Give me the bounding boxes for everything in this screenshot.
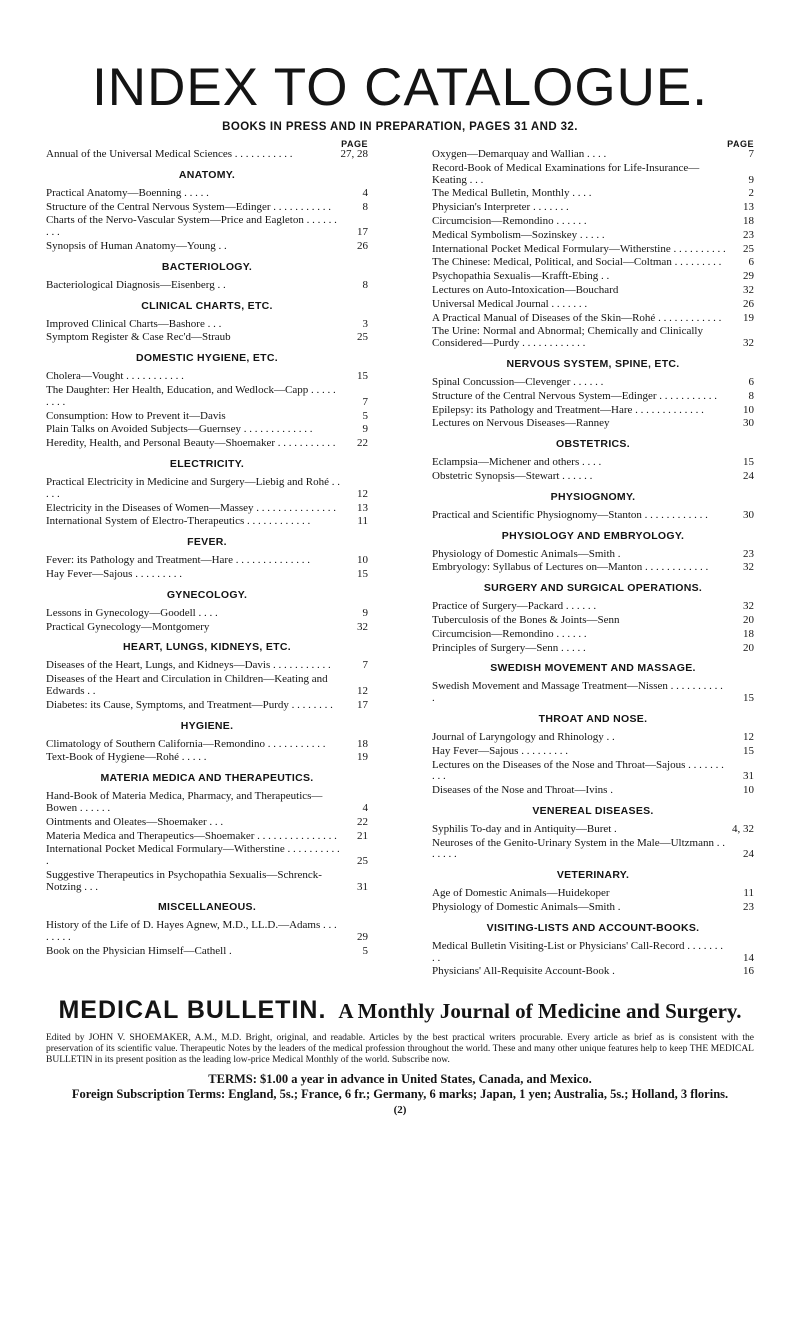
entry-title: Lectures on Nervous Diseases—Ranney (432, 417, 610, 430)
entry-title: Universal Medical Journal . . . . . . . (432, 297, 588, 310)
entry-page-number: 4 (362, 801, 368, 814)
entry-page-number: 9 (362, 423, 368, 436)
entry-title: Spinal Concussion—Clevenger . . . . . . (432, 375, 604, 388)
entry-page-number: 17 (357, 226, 368, 239)
index-entry (46, 332, 368, 344)
section-title: VENEREAL DISEASES. (532, 804, 654, 817)
entry-page-number: 32 (743, 600, 754, 613)
index-entry (46, 516, 368, 528)
entry-page-number: 7 (748, 148, 754, 160)
entry-page-number: 24 (743, 469, 754, 482)
index-entry (46, 477, 368, 501)
entry-page-number: 2 (748, 187, 754, 200)
entry-page-number: 20 (743, 613, 754, 626)
entry-title: The Urine: Normal and Abnormal; Chemically and Clinically Considered—Purdy . . . . . . . . . . . . (432, 325, 703, 350)
entry-page-number: 18 (743, 627, 754, 640)
index-entry (46, 870, 368, 894)
entry-title: Physiology of Domestic Animals—Smith . (432, 901, 621, 914)
bulletin-description: Edited by JOHN V. SHOEMAKER, A.M., M.D. Bright, original, and readable. Articles by the best practical writers procurable. Every article as brief as is consistent with the preservation of its scientific value. Therapeutic Notes by the leaders of the medical profession throughout the world. These and many other unique features help to keep THE MEDICAL BULLETIN in its present position as the leading low-price Medical Monthly of the world. Subscribe now. (46, 1033, 754, 1066)
entry-page-number: 12 (743, 730, 754, 743)
entry-title: Obstetric Synopsis—Stewart . . . . . . (432, 469, 593, 482)
section-title: ELECTRICITY. (169, 457, 245, 470)
index-entry (46, 188, 368, 200)
section-title: VISITING-LISTS AND ACCOUNT-BOOKS. (486, 921, 700, 934)
entry-title: Diabetes: its Cause, Symptoms, and Treatment—Purdy . . . . . . . . (46, 698, 333, 711)
index-entry (432, 643, 754, 655)
entry-title: Plain Talks on Avoided Subjects—Guernsey . . . . . . . . . . . . . (46, 423, 313, 436)
index-entry (46, 700, 368, 712)
entry-page-number: 12 (357, 487, 368, 500)
entry-page-number: 26 (357, 239, 368, 252)
entry-page-number: 21 (357, 829, 368, 842)
index-entry (432, 760, 754, 784)
entry-page-number: 3 (362, 317, 368, 330)
entry-page-number: 31 (357, 880, 368, 893)
section-title: SWEDISH MOVEMENT AND MASSAGE. (490, 662, 696, 675)
index-entry (432, 230, 754, 242)
entry-title: Lessons in Gynecology—Goodell . . . . (46, 606, 218, 619)
subscription-terms: TERMS: $1.00 a year in advance in United States, Canada, and Mexico. (208, 1072, 592, 1087)
section-title: PHYSIOGNOMY. (550, 490, 636, 503)
index-entry (432, 732, 754, 744)
entry-page-number: 12 (357, 684, 368, 697)
index-entry (432, 471, 754, 483)
page-column-header: PAGE (727, 139, 754, 149)
entry-title: Synopsis of Human Anatomy—Young . . (46, 239, 227, 252)
entry-title: International Pocket Medical Formulary—Witherstine . . . . . . . . . . . (46, 843, 340, 868)
left-column (46, 139, 368, 980)
entry-page-number: 25 (357, 331, 368, 344)
entry-title: Physician's Interpreter . . . . . . . (432, 201, 569, 214)
entry-title: Hay Fever—Sajous . . . . . . . . . (46, 567, 182, 580)
entry-title: Lectures on the Diseases of the Nose and Throat—Sajous . . . . . . . . . . (432, 758, 724, 783)
entry-page-number: 5 (362, 409, 368, 422)
entry-title: Practical Electricity in Medicine and Surgery—Liebig and Rohé . . . . . (46, 475, 340, 500)
bulletin-tagline: A Monthly Journal of Medicine and Surgery. (338, 999, 742, 1024)
bulletin-advertisement (46, 996, 754, 1116)
entry-title: Psychopathia Sexualis—Krafft-Ebing . . (432, 270, 610, 283)
index-entry (46, 946, 368, 958)
entry-title: Hand-Book of Materia Medica, Pharmacy, and Therapeutics—Bowen . . . . . . (46, 790, 323, 814)
entry-title: Structure of the Central Nervous System—Edinger . . . . . . . . . . . (432, 389, 718, 402)
entry-page-number: 32 (357, 620, 368, 633)
bulletin-name: MEDICAL BULLETIN. (58, 996, 327, 1025)
entry-title: Bacteriological Diagnosis—Eisenberg . . (46, 278, 226, 291)
index-entry (432, 257, 754, 269)
index-entry (46, 752, 368, 764)
entry-page-number: 29 (743, 270, 754, 283)
entry-page-number: 24 (743, 848, 754, 861)
index-entry (46, 660, 368, 672)
entry-title: Physiology of Domestic Animals—Smith . (432, 547, 621, 560)
entry-page-number: 23 (743, 547, 754, 560)
entry-page-number: 26 (743, 297, 754, 310)
entry-page-number: 7 (362, 395, 368, 408)
entry-page-number: 13 (743, 201, 754, 214)
entry-page-number: 18 (357, 737, 368, 750)
entry-page-number: 13 (357, 501, 368, 514)
entry-title: Neuroses of the Genito-Urinary System in the Male—Ultzmann . . . . . . . (432, 836, 725, 861)
entry-title: Symptom Register & Case Rec'd—Straub (46, 331, 231, 344)
entry-page-number: 14 (743, 951, 754, 964)
index-entry (432, 510, 754, 522)
entry-page-number: 18 (743, 214, 754, 227)
index-entry (46, 569, 368, 581)
entry-page-number: 10 (743, 784, 754, 797)
section-title: DOMESTIC HYGIENE, ETC. (136, 352, 278, 365)
index-entry (432, 163, 754, 187)
entry-title: Practical Anatomy—Boenning . . . . . (46, 186, 209, 199)
index-entry (432, 405, 754, 417)
entry-page-number: 15 (743, 456, 754, 469)
section-title: MATERIA MEDICA AND THERAPEUTICS. (100, 772, 314, 785)
section-title: GYNECOLOGY. (166, 588, 248, 601)
entry-title: Suggestive Therapeutics in Psychopathia Sexualis—Schrenck-Notzing . . . (46, 868, 322, 893)
entry-page-number: 9 (748, 173, 754, 186)
entry-page-number: 15 (357, 567, 368, 580)
entry-page-number: 32 (743, 283, 754, 296)
entry-title: Circumcision—Remondino . . . . . . (432, 214, 587, 227)
index-entry (46, 817, 368, 829)
index-entry (432, 824, 754, 836)
section-title: NERVOUS SYSTEM, SPINE, ETC. (506, 357, 680, 370)
entry-title: Medical Bulletin Visiting-List or Physicians' Call-Record . . . . . . . . . (432, 939, 724, 964)
entry-page-number: 6 (748, 256, 754, 269)
index-columns (46, 139, 754, 980)
entry-page-number: 22 (357, 815, 368, 828)
entry-title: Tuberculosis of the Bones & Joints—Senn (432, 613, 620, 626)
entry-title: Practice of Surgery—Packard . . . . . . (432, 600, 597, 613)
entry-page-number: 15 (743, 692, 754, 705)
entry-page-number: 25 (743, 242, 754, 255)
index-entry (432, 188, 754, 200)
entry-title: Structure of the Central Nervous System—Edinger . . . . . . . . . . . (46, 200, 332, 213)
entry-title: International System of Electro-Therapeutics . . . . . . . . . . . . (46, 515, 311, 528)
entry-title: Physicians' All-Requisite Account-Book . (432, 965, 615, 978)
index-entry (432, 941, 754, 965)
entry-page-number: 4 (362, 186, 368, 199)
section-title: FEVER. (187, 536, 227, 549)
index-entry (432, 838, 754, 862)
entry-page-number: 32 (743, 561, 754, 574)
index-entry (432, 313, 754, 325)
entry-title: Fever: its Pathology and Treatment—Hare . . . . . . . . . . . . . . (46, 554, 310, 567)
index-entry (46, 385, 368, 409)
entry-page-number: 10 (743, 403, 754, 416)
right-column (432, 139, 754, 980)
index-entry (46, 411, 368, 423)
entry-page-number: 15 (743, 744, 754, 757)
section-title: BACTERIOLOGY. (161, 260, 253, 273)
entry-page-number: 32 (743, 337, 754, 350)
index-entry (46, 149, 368, 161)
index-entry (432, 271, 754, 283)
entry-page-number: 8 (362, 200, 368, 213)
index-entry (46, 608, 368, 620)
entry-page-number: 8 (362, 278, 368, 291)
index-entry (46, 215, 368, 239)
entry-title: Syphilis To-day and in Antiquity—Buret . (432, 822, 617, 835)
index-entry (432, 966, 754, 978)
entry-title: Practical Gynecology—Montgomery (46, 620, 210, 633)
entry-page-number: 25 (357, 855, 368, 868)
index-entry (432, 326, 754, 350)
entry-page-number: 7 (362, 659, 368, 672)
entry-title: Improved Clinical Charts—Bashore . . . (46, 317, 222, 330)
entry-title: Hay Fever—Sajous . . . . . . . . . (432, 744, 568, 757)
foreign-subscription-terms: Foreign Subscription Terms: England, 5s.; France, 6 fr.; Germany, 6 marks; Japan, 1 yen; Australia, 5s.; Holland, 3 florins. (71, 1087, 729, 1102)
entry-title: Annual of the Universal Medical Sciences . . . . . . . . . . . (46, 148, 293, 160)
entry-title: The Daughter: Her Health, Education, and Wedlock—Capp . . . . . . . . . (46, 383, 336, 408)
entry-page-number: 9 (362, 606, 368, 619)
entry-page-number: 23 (743, 901, 754, 914)
section-title: OBSTETRICS. (556, 438, 630, 451)
entry-page-number: 29 (357, 931, 368, 944)
entry-title: Epilepsy: its Pathology and Treatment—Hare . . . . . . . . . . . . . (432, 403, 704, 416)
entry-title: Diseases of the Heart and Circulation in Children—Keating and Edwards . . (46, 673, 328, 697)
index-entry (46, 438, 368, 450)
section-title: MISCELLANEOUS. (157, 901, 257, 914)
entry-title: Diseases of the Nose and Throat—Ivins . (432, 784, 613, 797)
page-number: (2) (393, 1104, 407, 1117)
index-entry (46, 739, 368, 751)
entry-title: Record-Book of Medical Examinations for Life-Insurance—Keating . . . (432, 161, 700, 186)
entry-page-number: 15 (357, 370, 368, 383)
index-entry (432, 216, 754, 228)
index-entry (432, 681, 754, 705)
entry-title: Text-Book of Hygiene—Rohé . . . . . (46, 751, 207, 764)
index-entry (432, 562, 754, 574)
entry-page-number: 11 (743, 887, 754, 900)
entry-page-number: 17 (357, 698, 368, 711)
index-entry (432, 457, 754, 469)
entry-title: Age of Domestic Animals—Huidekoper (432, 887, 610, 900)
entry-title: Cholera—Vought . . . . . . . . . . . (46, 370, 184, 383)
index-entry (432, 888, 754, 900)
index-entry (432, 285, 754, 297)
index-entry (46, 280, 368, 292)
entry-page-number: 16 (743, 965, 754, 978)
index-entry (432, 629, 754, 641)
entry-title: Consumption: How to Prevent it—Davis (46, 409, 226, 422)
entry-title: Practical and Scientific Physiognomy—Stanton . . . . . . . . . . . . (432, 508, 708, 521)
index-entry (46, 791, 368, 815)
index-entry (432, 202, 754, 214)
entry-title: Principles of Surgery—Senn . . . . . (432, 641, 586, 654)
entry-title: Oxygen—Demarquay and Wallian . . . . (432, 148, 607, 160)
index-entry (432, 902, 754, 914)
section-title: SURGERY AND SURGICAL OPERATIONS. (483, 582, 703, 595)
index-entry (46, 844, 368, 868)
index-entry (432, 418, 754, 430)
entry-title: The Medical Bulletin, Monthly . . . . (432, 187, 592, 200)
entry-title: Eclampsia—Michener and others . . . . (432, 456, 602, 469)
index-entry (46, 920, 368, 944)
entry-title: History of the Life of D. Hayes Agnew, M.D., LL.D.—Adams . . . . . . . . (46, 919, 337, 944)
entry-title: Embryology: Syllabus of Lectures on—Manton . . . . . . . . . . . . (432, 561, 709, 574)
index-entry (432, 601, 754, 613)
index-entry (46, 503, 368, 515)
index-entry (46, 371, 368, 383)
index-entry (432, 149, 754, 161)
index-entry (46, 424, 368, 436)
index-entry (432, 746, 754, 758)
index-entry (432, 615, 754, 627)
entry-page-number: 19 (357, 751, 368, 764)
entry-title: The Chinese: Medical, Political, and Social—Coltman . . . . . . . . . (432, 256, 722, 269)
section-title: HEART, LUNGS, KIDNEYS, ETC. (123, 641, 291, 654)
index-entry (432, 244, 754, 256)
section-title: THROAT AND NOSE. (538, 712, 648, 725)
entry-title: International Pocket Medical Formulary—Witherstine . . . . . . . . . . (432, 242, 726, 255)
entry-title: Swedish Movement and Massage Treatment—Nissen . . . . . . . . . . . (432, 680, 723, 705)
entry-title: Heredity, Health, and Personal Beauty—Shoemaker . . . . . . . . . . . (46, 437, 336, 450)
entry-page-number: 30 (743, 417, 754, 430)
entry-title: Circumcision—Remondino . . . . . . (432, 627, 587, 640)
entry-title: Lectures on Auto-Intoxication—Bouchard (432, 283, 619, 296)
entry-page-number: 23 (743, 228, 754, 241)
section-title: VETERINARY. (556, 869, 630, 882)
index-entry (46, 622, 368, 634)
index-entry (432, 377, 754, 389)
bulletin-masthead (46, 996, 754, 1025)
section-title: CLINICAL CHARTS, ETC. (141, 299, 273, 312)
index-entry (46, 831, 368, 843)
index-entry (46, 555, 368, 567)
entry-title: Charts of the Nervo-Vascular System—Price and Eagleton . . . . . . . . . (46, 214, 337, 239)
entry-page-number: 8 (748, 389, 754, 402)
index-entry (46, 319, 368, 331)
entry-page-number: 19 (743, 311, 754, 324)
entry-title: Climatology of Southern California—Remondino . . . . . . . . . . . (46, 737, 326, 750)
entry-page-number: 4, 32 (732, 822, 754, 835)
index-entry (46, 202, 368, 214)
entry-title: Ointments and Oleates—Shoemaker . . . (46, 815, 224, 828)
entry-title: Medical Symbolism—Sozinskey . . . . . (432, 228, 605, 241)
entry-page-number: 31 (743, 770, 754, 783)
entry-page-number: 6 (748, 375, 754, 388)
entry-title: Book on the Physician Himself—Cathell . (46, 945, 232, 958)
entry-page-number: 30 (743, 508, 754, 521)
entry-title: Electricity in the Diseases of Women—Massey . . . . . . . . . . . . . . . (46, 501, 337, 514)
index-entry (432, 391, 754, 403)
entry-page-number: 11 (357, 515, 368, 528)
entry-page-number: 10 (357, 554, 368, 567)
entry-title: A Practical Manual of Diseases of the Skin—Rohé . . . . . . . . . . . . (432, 311, 722, 324)
index-entry (432, 785, 754, 797)
index-entry (46, 241, 368, 253)
entry-page-number: 5 (362, 945, 368, 958)
entry-page-number: 27, 28 (340, 148, 368, 160)
entry-title: Diseases of the Heart, Lungs, and Kidneys—Davis . . . . . . . . . . . (46, 659, 331, 672)
page-title: INDEX TO CATALOGUE. (92, 58, 708, 117)
entry-page-number: 22 (357, 437, 368, 450)
section-title: PHYSIOLOGY AND EMBRYOLOGY. (501, 529, 685, 542)
entry-title: Journal of Laryngology and Rhinology . . (432, 730, 615, 743)
entry-page-number: 20 (743, 641, 754, 654)
page-subtitle: BOOKS IN PRESS AND IN PREPARATION, PAGES 31 AND 32. (222, 121, 578, 133)
entry-title: Materia Medica and Therapeutics—Shoemaker . . . . . . . . . . . . . . . (46, 829, 337, 842)
section-title: HYGIENE. (180, 719, 234, 732)
index-entry (432, 299, 754, 311)
index-entry (432, 549, 754, 561)
section-title: ANATOMY. (178, 168, 236, 181)
page-column-header: PAGE (341, 139, 368, 149)
index-entry (46, 674, 368, 698)
